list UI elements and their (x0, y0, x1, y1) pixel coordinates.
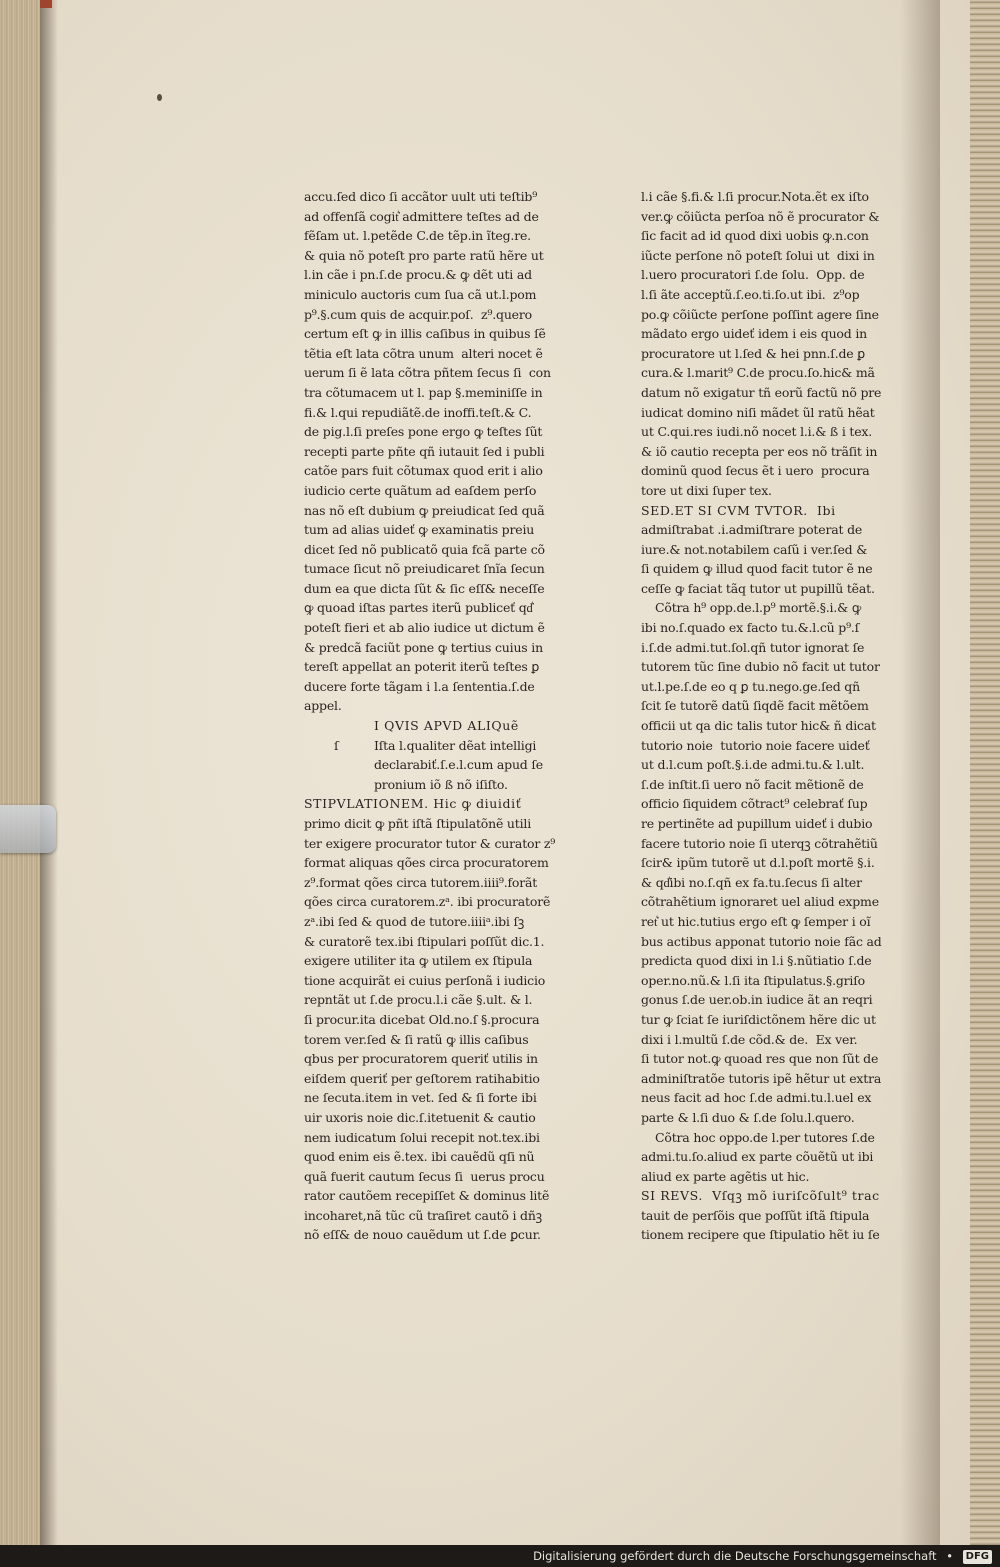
right-column-line-text: l.ſi ãte acceptũ.ſ.eo.ti.ſo.ut ibi. z⁹op (641, 286, 860, 302)
left-column-line-text: repntãt ut ſ.de procu.l.i cãe §.ult. & l. (304, 992, 533, 1008)
right-column-line (641, 1128, 931, 1148)
footer-credit-text: Digitalisierung gefördert durch die Deutsche Forschungsgemeinschaft (533, 1549, 937, 1563)
left-column-line (304, 971, 582, 991)
right-column-line (641, 1206, 931, 1226)
left-column-line (304, 442, 582, 462)
right-column-line (641, 265, 931, 285)
right-column-line-text: ſcit ſe tutorẽ datũ ſiqdẽ facit mẽtõem (641, 698, 869, 714)
left-column-line-text: ducere forte tãgam i l.a ſententia.ſ.de (304, 678, 535, 694)
left-column-line-text: primo dicit ꝙ pñt iſtã ſtipulatõnẽ utili (304, 816, 531, 831)
left-column-line (304, 540, 582, 560)
left-column-line-text: torem ver.ſed & ſi ratũ ꝙ illis caſibus (304, 1031, 529, 1047)
left-column-line-text: certum eſt ꝙ in illis caſibus in quibus ſẽ (304, 326, 546, 342)
right-column-line-text: ſ.de inſtit.ſi uero nõ facit mẽtionẽ de (641, 776, 864, 792)
left-column-line-text: uerum ſi ẽ lata cõtra pñtem ſecus ſi con (304, 365, 551, 381)
right-column-line-text: officio ſiquidem cõtract⁹ celebrať ſup (641, 796, 868, 812)
left-column-line-text: ad offenſã cogit͛ admittere teſtes ad de (304, 208, 539, 224)
ink-spot (157, 94, 162, 101)
left-column-line-text: nas nõ eſt dubium ꝙ preiudicat ſed quã (304, 502, 545, 518)
right-column-line-text: cõtrahẽtium ignoraret uel aliud expme (641, 894, 879, 910)
right-column-line (641, 1167, 931, 1187)
right-column-line (641, 677, 931, 697)
right-column-line-text: facere tutorio noie ſi uterqꝫ cõtrahẽtiũ (641, 835, 878, 851)
right-column-line-text: ceſſe ꝙ faciat tãq tutor ut pupillũ tẽat. (641, 580, 875, 596)
left-column-line (304, 873, 582, 893)
left-column-line (304, 422, 582, 442)
right-column-line-text: po.ꝙ cõiũcte perſone poſſint agere ſine (641, 306, 879, 322)
left-column-line-text: fẽſam ut. l.petẽde C.de tẽp.in ĩteg.re. (304, 228, 531, 244)
left-column-section-heading (304, 716, 582, 736)
right-text-column (641, 187, 931, 1245)
left-column-line-text: & predcã faciũt pone ꝙ tertius cuius in (304, 639, 543, 655)
left-column-line (304, 834, 582, 854)
left-column-line (304, 1167, 582, 1187)
left-column-line-text: eiſdem queriť per geſtorem ratihabitio (304, 1070, 540, 1086)
right-column-line (641, 324, 931, 344)
right-column-line-text: neus facit ad hoc ſ.de admi.tu.l.uel ex (641, 1090, 872, 1106)
right-column-line-text: iure.& not.notabilem caſũ i ver.ſed & (641, 541, 868, 557)
right-column-line (641, 736, 931, 756)
right-column-line (641, 363, 931, 383)
right-column-line-text: tore ut dixi ſuper tex. (641, 482, 772, 498)
left-column-line (304, 755, 582, 775)
left-column-line (304, 344, 582, 364)
right-column-line-text: admiſtrabat .i.admiſtrare poterat de (641, 522, 863, 538)
right-column-section-heading (641, 1186, 931, 1206)
left-column-line-text: tẽtia eſt lata cõtra unum alteri nocet ẽ (304, 345, 543, 361)
left-column-line (304, 932, 582, 952)
left-column-line-text: dicet ſed nõ publicatõ quia fcã parte cõ (304, 541, 545, 557)
left-column-line-text: pronium iõ ß nõ iſiſto. (374, 776, 508, 792)
right-column-line (641, 598, 931, 618)
left-column-line (304, 520, 582, 540)
right-column-line-text: ut C.qui.res iudi.nõ nocet l.i.& ß i tex. (641, 424, 873, 440)
left-column-line (304, 657, 582, 677)
right-column-line (641, 461, 931, 481)
right-column-line (641, 559, 931, 579)
left-column-line-text: Iſta l.qualiter dẽat intelligi (374, 737, 537, 753)
left-column-line-text: recepti parte pñte qñ iutauit ſed i publi (304, 443, 545, 459)
left-column-line-text: qões circa curatorem.zᵃ. ibi procuratorẽ (304, 894, 551, 910)
left-column-line-text: miniculo auctoris cum ſua cã ut.l.pom (304, 286, 537, 302)
right-column-line-text: tionem recipere que ſtipulatio hẽt iu ſe (641, 1227, 880, 1243)
left-column-line (304, 383, 582, 403)
left-column-line (304, 1186, 582, 1206)
left-column-line (304, 579, 582, 599)
right-column-line (641, 873, 931, 893)
left-column-line-text: iudicio certe quãtum ad eaſdem perſo (304, 482, 537, 498)
left-column-line-text: rator cautõem recepiſſet & dominus litẽ (304, 1188, 550, 1204)
right-column-line-text: ſi quidem ꝙ illud quod facit tutor ẽ ne (641, 561, 873, 577)
left-column-line-text: nem iudicatum ſolui recepit not.tex.ibi (304, 1129, 540, 1145)
left-column-line (304, 638, 582, 658)
left-column-line (304, 501, 582, 521)
right-column-line (641, 1030, 931, 1050)
right-column-line-text: predicta quod dixi in l.i §.nũtiatio ſ.de (641, 953, 872, 969)
left-column-line-text: ſi procur.ita dicebat Old.no.ſ §.procura (304, 1011, 540, 1027)
left-column-line (304, 853, 582, 873)
right-column-line-text: SED.ET SI CVM TVTOR. Ibi (641, 502, 836, 518)
right-column-line (641, 932, 931, 952)
left-column-line-text: poteſt fieri et ab alio iudice ut dictum ẽ (304, 620, 545, 636)
right-column-line-text: ſic facit ad id quod dixi uobis ꝙ.n.con (641, 228, 869, 244)
left-column-line-text: tione acquirãt ei cuius perſonã i iudicio (304, 972, 546, 988)
right-column-line (641, 344, 931, 364)
right-column-line-text: datum nõ exigatur tñ eorũ factũ nõ pre (641, 384, 882, 400)
right-column-line-text: tutorio noie tutorio noie facere uideť (641, 737, 870, 753)
right-column-line (641, 912, 931, 932)
left-column-line-text: p⁹.§.cum quis de acquir.poſ. z⁹.quero (304, 306, 532, 322)
right-column-line-text: gonus ſ.de uer.ob.in iudice ãt an reqri (641, 992, 873, 1008)
right-column-line-text: & iõ cautio recepta per eos nõ trãſit in (641, 443, 878, 459)
right-column-line-text: Cõtra h⁹ opp.de.l.p⁹ mortẽ.§.i.& ꝙ (655, 600, 862, 616)
right-column-line-text: cura.& l.marit⁹ C.de procu.ſo.hic& mã (641, 365, 875, 381)
left-column-line (304, 990, 582, 1010)
left-column-line-text: fi.& l.qui repudiãtẽ.de inoffi.teſt.& C. (304, 404, 532, 420)
right-column-line-text: l.uero procuratori ſ.de ſolu. Opp. de (641, 267, 865, 283)
left-column-line-text: qbus per procuratorem queriť utilis in (304, 1051, 538, 1067)
left-column-line (304, 246, 582, 266)
right-column-line-text: ut d.l.cum poſt.§.i.de admi.tu.& l.ult. (641, 757, 865, 773)
right-column-line (641, 246, 931, 266)
left-column-line-text: uir uxoris noie dic.ſ.itetuenit & cautio (304, 1109, 536, 1125)
left-column-line (304, 696, 582, 716)
left-column-line (304, 559, 582, 579)
left-column-line-text: de pig.l.ſi preſes pone ergo ꝙ teſtes ſũt (304, 424, 543, 440)
right-column-line-text: i.ſ.de admi.tut.ſol.qñ tutor ignorat ſe (641, 639, 865, 655)
right-column-line-text: & qd͛ibi no.ſ.qñ ex fa.tu.ſecus ſi alter (641, 874, 862, 890)
left-column-line-text: tum ad alias uideť ꝙ examinatis preiu (304, 522, 535, 538)
right-column-line (641, 618, 931, 638)
right-column-line-text: tutorem tũc ſine dubio nõ facit ut tutor (641, 659, 880, 675)
left-column-line (304, 951, 582, 971)
digitization-footer (0, 1545, 1000, 1567)
right-column-line (641, 540, 931, 560)
left-column-line-text: & curatorẽ tex.ibi ſtipulari poſſũt dic.1. (304, 933, 545, 949)
right-column-line (641, 951, 931, 971)
right-column-line (641, 422, 931, 442)
right-column-line-text: re pertinẽte ad pupillum uideť i dubio (641, 816, 873, 831)
right-column-line-text: procuratore ut l.ſed & hei pnn.ſ.de ꝑ (641, 345, 865, 361)
left-column-line-text: ne ſecuta.item in vet. ſed & ſi forte ibi (304, 1090, 537, 1106)
left-column-line-text: ter exigere procurator tutor & curator z⁹ (304, 835, 556, 851)
left-column-line-text: exigere utiliter ita ꝙ utilem ex ſtipula (304, 953, 533, 969)
right-column-line-text: ret͛ ut hic.tutius ergo eſt ꝙ ſemper i oĩ (641, 913, 871, 929)
red-binding-edge (40, 0, 52, 8)
left-column-line (304, 1108, 582, 1128)
right-column-line (641, 696, 931, 716)
right-column-line-text: tauit de perſõis que poſſũt iſtã ſtipula (641, 1207, 870, 1223)
right-column-line-text: ſcir& ipũm tutorẽ ut d.l.poſt mortẽ §.i. (641, 855, 875, 871)
left-column-line (304, 1049, 582, 1069)
right-column-line (641, 1225, 931, 1245)
left-column-section-heading (304, 794, 582, 814)
footer-separator: • (946, 1549, 953, 1563)
right-column-line (641, 1010, 931, 1030)
left-column-line-text: I QVIS APVD ALIQuẽ (374, 718, 519, 734)
book-page-edges-left (0, 0, 40, 1545)
left-column-line-text: format aliquas qões circa procuratorem (304, 855, 549, 871)
left-column-line (304, 285, 582, 305)
right-column-line-text: l.i cãe §.fi.& l.ſi procur.Nota.ẽt ex iſto (641, 189, 869, 204)
right-column-line-text: ut.l.pe.ſ.de eo q ꝑ tu.nego.ge.ſed qñ (641, 678, 860, 694)
left-column-line (304, 775, 582, 795)
right-column-line-text: oper.no.nũ.& l.ſi ita ſtipulatus.§.griſo (641, 972, 865, 988)
right-column-line-text: iũcte perſone nõ poteſt ſolui ut dixi in (641, 247, 875, 263)
left-column-line (304, 1147, 582, 1167)
right-column-line-text: mãdato ergo uideť idem i eis quod in (641, 326, 867, 342)
left-column-line (304, 363, 582, 383)
left-column-line (304, 892, 582, 912)
left-column-line-text: tereſt appellat an poterit iterũ teſtes ꝑ (304, 659, 540, 675)
left-column-line-text: z⁹.format qões circa tutorem.iiii⁹.forãt (304, 874, 538, 890)
right-column-line-text: ibi no.ſ.quado ex facto tu.&.l.cũ p⁹.ſ (641, 620, 860, 636)
right-column-line (641, 892, 931, 912)
left-column-line-text: & quia nõ poteſt pro parte ratũ hẽre ut (304, 247, 544, 263)
left-column-line: ſ Iſta l.qualiter dẽat intelligi (334, 737, 537, 753)
right-column-line-text: tur ꝙ ſciat ſe iuriſdictõnem hẽre dic ut (641, 1011, 876, 1027)
right-column-line (641, 990, 931, 1010)
left-column-line (304, 912, 582, 932)
left-column-line (304, 1030, 582, 1050)
right-column-line (641, 481, 931, 501)
right-column-line-text: officii ut qa dic talis tutor hic& ñ dicat (641, 718, 876, 734)
left-column-line-text: appel. (304, 698, 342, 714)
left-column-line-text: STIPVLATIONEM. Hic ꝙ diuidiť (304, 796, 522, 812)
left-column-line (304, 187, 582, 207)
left-column-line (304, 1225, 582, 1245)
left-column-line-text: ꝙ quoad iſtas partes iterũ publiceť qd͛ (304, 600, 533, 616)
facing-page-edge (970, 0, 1000, 1545)
right-column-line (641, 1069, 931, 1089)
right-column-line (641, 853, 931, 873)
right-column-line (641, 657, 931, 677)
right-column-line (641, 755, 931, 775)
right-column-line (641, 794, 931, 814)
right-column-line (641, 285, 931, 305)
right-column-line-text: iudicat domino niſi mãdet ũl ratũ hẽat (641, 404, 875, 420)
right-column-line (641, 1049, 931, 1069)
left-column-line (304, 598, 582, 618)
left-column-line-text: catõe pars fuit cõtumax quod erit i alio (304, 463, 543, 479)
right-column-line (641, 520, 931, 540)
left-column-line-text: tra cõtumacem ut l. pap §.meminiſſe in (304, 384, 543, 400)
left-column-line (304, 618, 582, 638)
left-column-line (304, 324, 582, 344)
left-column-line (304, 1128, 582, 1148)
left-column-line (304, 1206, 582, 1226)
right-column-line (641, 814, 931, 834)
left-column-line-text: dum ea que dicta ſũt & ſic eſſ& neceſſe (304, 580, 545, 596)
right-column-line (641, 1108, 931, 1128)
left-column-line (304, 1088, 582, 1108)
left-column-line-text: nõ eſſ& de nouo cauẽdum ut ſ.de ꝑcur. (304, 1227, 541, 1243)
right-column-line (641, 403, 931, 423)
left-column-line-text: accu.ſed dico ſi accãtor uult uti teſtib⁹ (304, 189, 537, 204)
left-column-line (304, 265, 582, 285)
right-column-line (641, 638, 931, 658)
left-column-line (304, 305, 582, 325)
right-column-line-text: bus actibus apponat tutorio noie fãc ad (641, 933, 882, 949)
right-column-line (641, 775, 931, 795)
right-column-line (641, 187, 931, 207)
dfg-logo: DFG (963, 1550, 992, 1564)
left-column-line-text: quod enim eis ẽ.tex. ibi cauẽdũ qſi nũ (304, 1149, 535, 1165)
right-column-section-heading (641, 501, 931, 521)
right-column-line-text: admi.tu.ſo.aliud ex parte cõuẽtũ ut ibi (641, 1149, 874, 1165)
left-column-line (304, 403, 582, 423)
right-column-line-text: dixi i l.multũ ſ.de cõd.& de. Ex ver. (641, 1031, 858, 1047)
right-column-line-text: parte & l.ſi duo & ſ.de ſolu.l.quero. (641, 1109, 855, 1125)
left-column-line (304, 1069, 582, 1089)
left-column-line (304, 461, 582, 481)
right-column-line (641, 971, 931, 991)
left-column-line (304, 207, 582, 227)
left-column-line-text: l.in cãe i pn.ſ.de procu.& ꝙ dẽt uti ad (304, 267, 532, 283)
right-column-line (641, 1147, 931, 1167)
right-column-line-text: Cõtra hoc oppo.de l.per tutores ſ.de (655, 1129, 875, 1145)
right-column-line (641, 383, 931, 403)
right-column-line-text: ſi tutor not.ꝙ quoad res que non ſũt de (641, 1051, 879, 1067)
left-column-line (304, 677, 582, 697)
spine-shadow (40, 0, 58, 1545)
right-column-line (641, 442, 931, 462)
right-column-line (641, 305, 931, 325)
right-column-line (641, 716, 931, 736)
left-column-line (304, 226, 582, 246)
right-column-line (641, 834, 931, 854)
right-column-line-text: aliud ex parte agẽtis ut hic. (641, 1168, 810, 1184)
left-column-line-text: tumace ſicut nõ preiudicaret ſnĩa ſecun (304, 561, 545, 577)
right-column-line (641, 1088, 931, 1108)
left-column-line (304, 814, 582, 834)
right-column-line-text: dominũ quod ſecus ẽt i uero procura (641, 463, 870, 479)
right-column-line (641, 207, 931, 227)
right-column-line-text: adminiſtratõe tutoris ipẽ hẽtur ut extra (641, 1070, 882, 1086)
left-column-line-text: incoharet,nã tũc cũ traſiret cautõ i dñꝫ (304, 1207, 542, 1223)
page-clip (0, 805, 56, 853)
left-column-line (304, 481, 582, 501)
left-text-column (304, 187, 582, 1245)
right-column-line (641, 226, 931, 246)
left-column-line (304, 1010, 582, 1030)
right-column-line-text: SI REVS. Vſqꝫ mõ iuriſcõſult⁹ trac (641, 1188, 880, 1204)
right-column-line (641, 579, 931, 599)
right-column-line-text: ver.ꝙ cõiũcta perſoa nõ ẽ procurator & (641, 208, 880, 224)
left-column-line-text: declarabiť.ſ.e.l.cum apud ſe (374, 757, 543, 773)
left-column-line-text: zᵃ.ibi ſed & quod de tutore.iiiiᵃ.ibi ſꝫ (304, 913, 525, 929)
left-column-line-text: quã fuerit cautum ſecus ſi uerus procu (304, 1168, 545, 1184)
